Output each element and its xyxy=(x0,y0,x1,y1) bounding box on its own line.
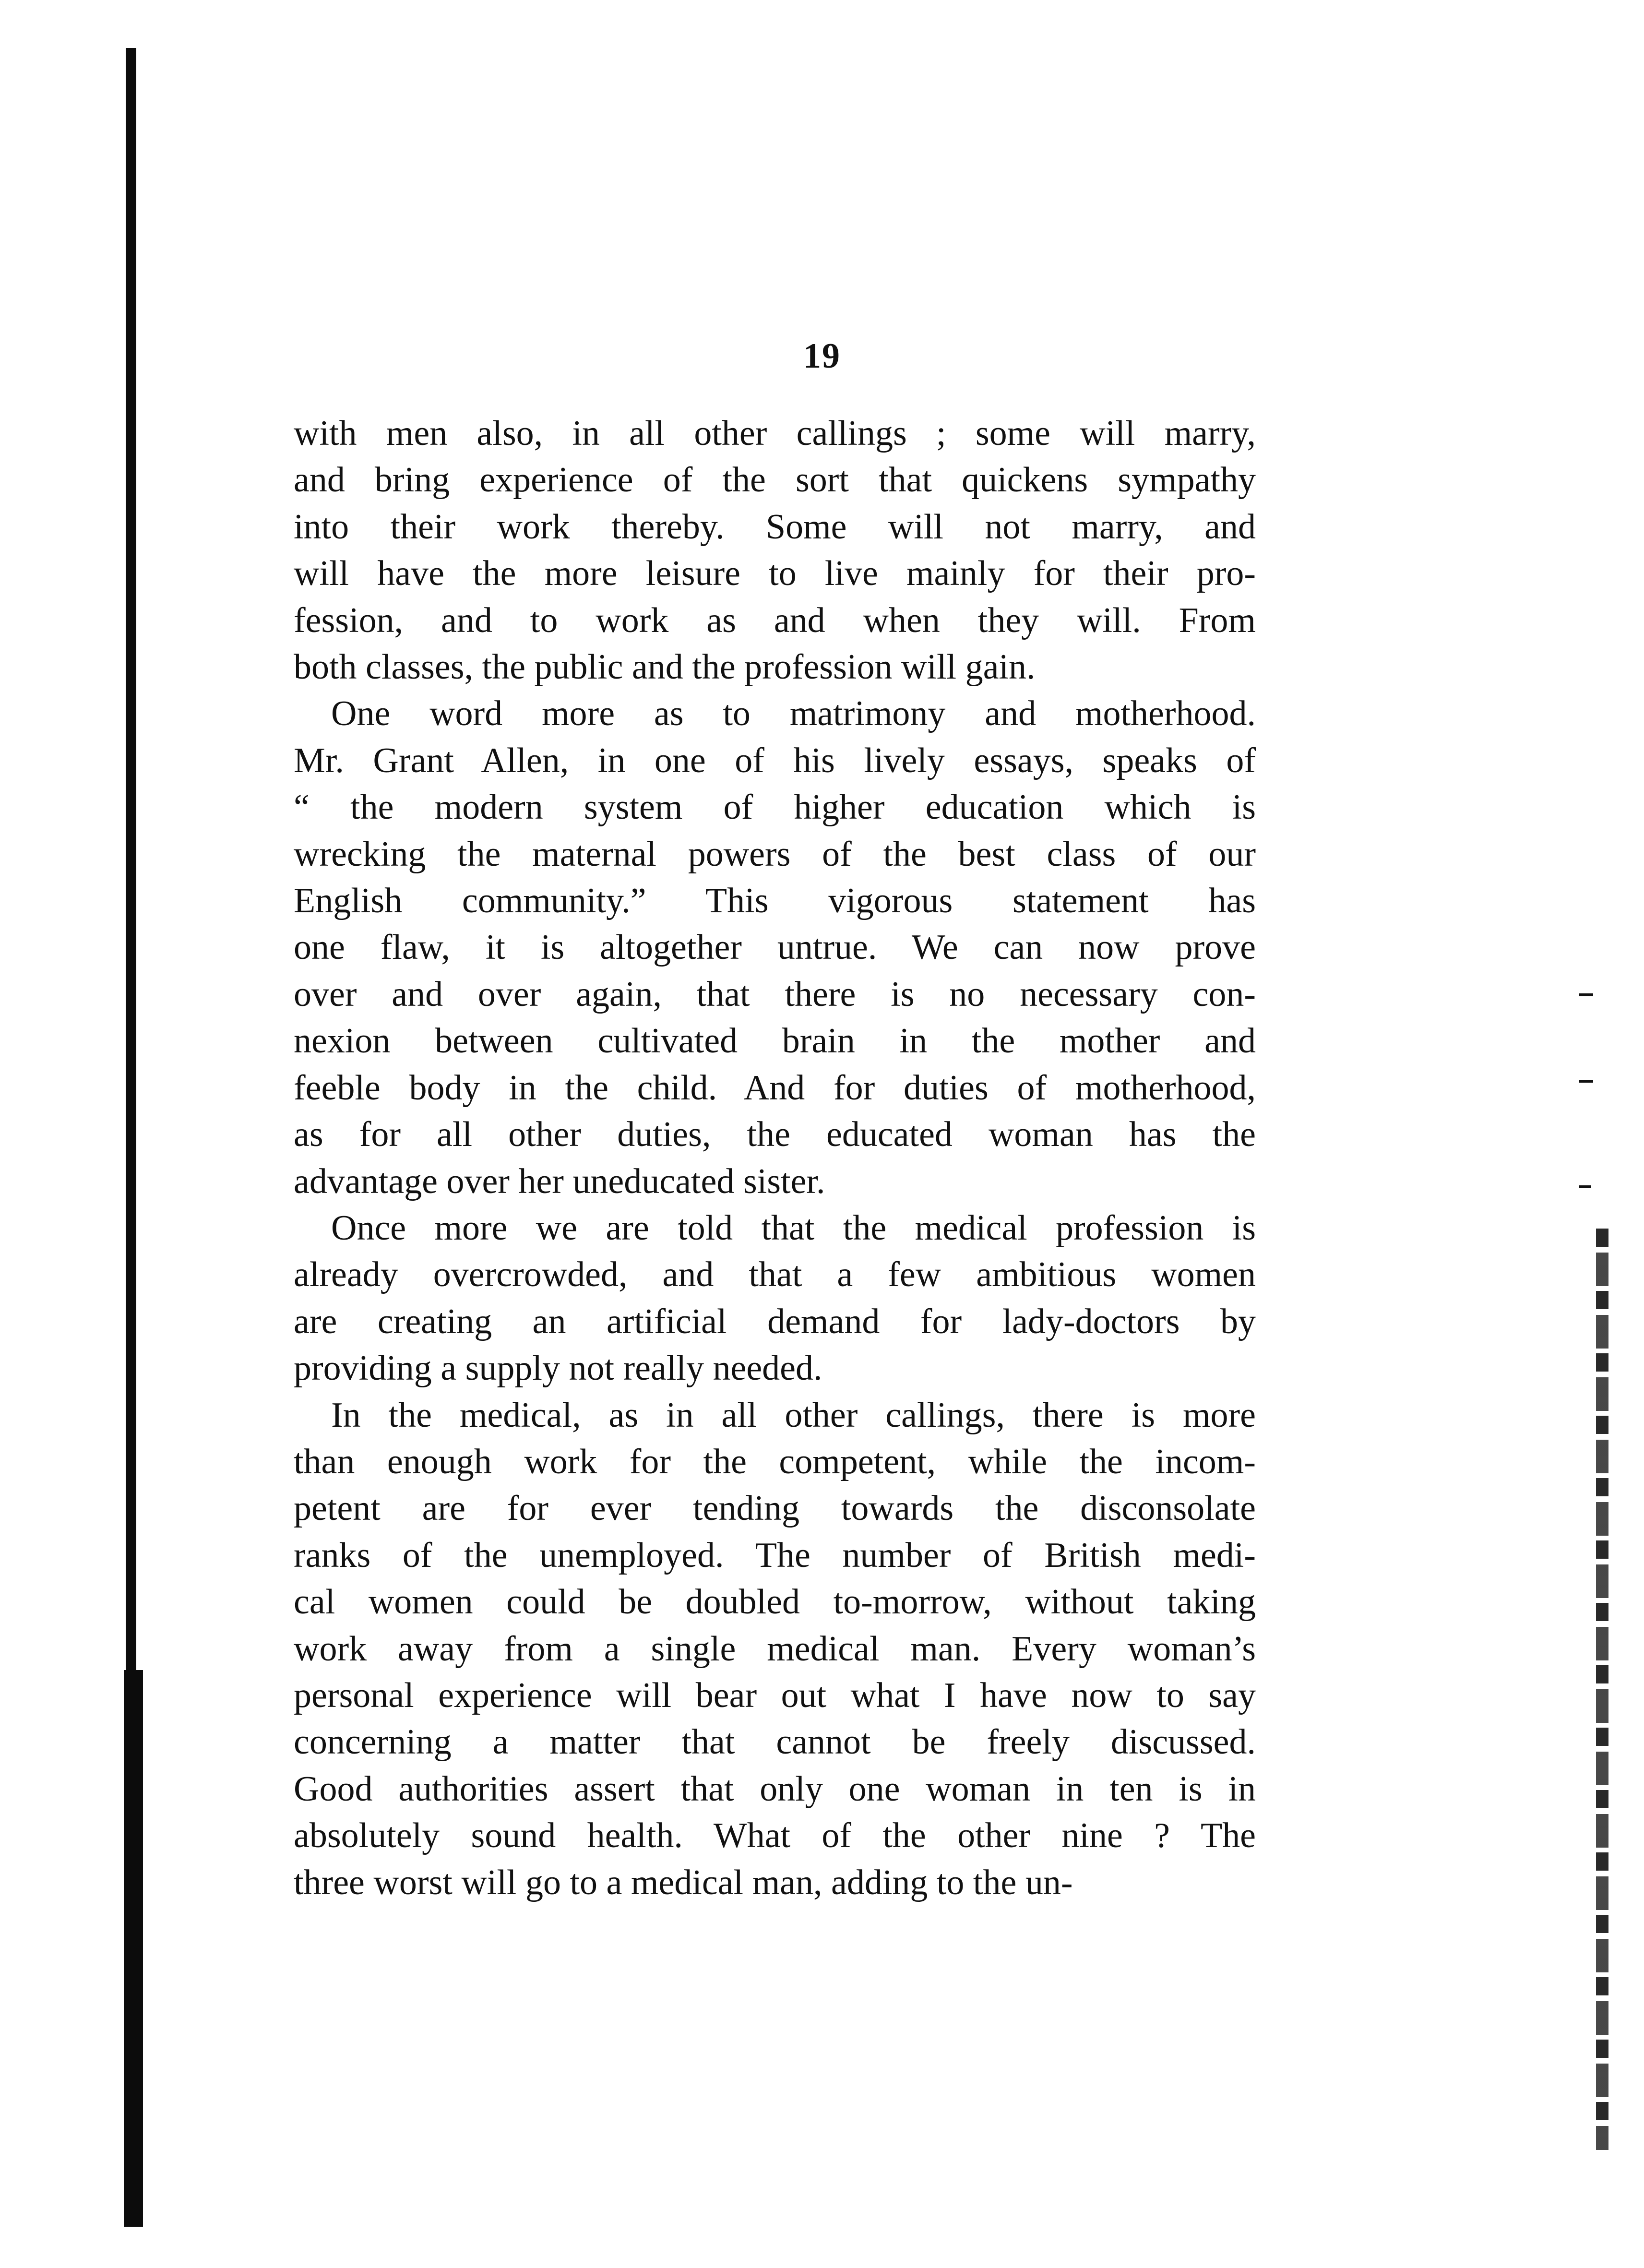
paragraph xyxy=(294,1205,1256,1392)
text-line: will have the more leisure to live mainly for their pro- xyxy=(294,554,1256,594)
text-line: concerning a matter that cannot be freely discussed. xyxy=(294,1722,1256,1762)
page-number: 19 xyxy=(803,336,841,376)
text-line: are creating an artificial demand for lady-doctors by xyxy=(294,1301,1256,1341)
scan-mark xyxy=(1579,1080,1593,1083)
text-line: over and over again, that there is no necessary con- xyxy=(294,974,1256,1014)
text-line: already overcrowded, and that a few ambitious women xyxy=(294,1255,1256,1295)
paragraph xyxy=(294,410,1256,691)
text-line: personal experience will bear out what I have now to say xyxy=(294,1675,1256,1715)
text-line: wrecking the maternal powers of the best class of our xyxy=(294,834,1256,874)
text-line: and bring experience of the sort that quickens sympathy xyxy=(294,460,1256,500)
scan-mark xyxy=(1579,993,1593,996)
text-line: Good authorities assert that only one woman in ten is in xyxy=(294,1769,1256,1809)
text-line: feeble body in the child. And for duties of motherhood, xyxy=(294,1068,1256,1108)
text-line: petent are for ever tending towards the disconsolate xyxy=(294,1489,1256,1528)
text-line: One word more as to matrimony and motherhood. xyxy=(331,694,1256,734)
text-line: English community.” This vigorous statement has xyxy=(294,881,1256,921)
text-line: advantage over her uneducated sister. xyxy=(294,1161,825,1201)
text-line: fession, and to work as and when they will. From xyxy=(294,600,1256,640)
text-line: one flaw, it is altogether untrue. We can now prove xyxy=(294,928,1256,967)
text-line: Once more we are told that the medical profession is xyxy=(331,1208,1256,1248)
text-line: than enough work for the competent, while the incom- xyxy=(294,1442,1256,1481)
text-line: Mr. Grant Allen, in one of his lively essays, speaks of xyxy=(294,740,1256,780)
paragraph xyxy=(294,1392,1256,1906)
text-line: In the medical, as in all other callings, there is more xyxy=(331,1395,1256,1435)
text-line: work away from a single medical man. Every woman’s xyxy=(294,1629,1256,1669)
text-line: three worst will go to a medical man, adding to the un- xyxy=(294,1862,1073,1902)
text-line: both classes, the public and the profession will gain. xyxy=(294,647,1036,687)
binding-edge-lower xyxy=(124,1670,143,2227)
text-line: cal women could be doubled to-morrow, without taking xyxy=(294,1582,1256,1622)
paragraph xyxy=(294,691,1256,1205)
text-line: absolutely sound health. What of the other nine ? The xyxy=(294,1816,1256,1856)
text-line: into their work thereby. Some will not marry, and xyxy=(294,507,1256,547)
body-text xyxy=(294,410,1256,1906)
text-line: providing a supply not really needed. xyxy=(294,1349,822,1388)
text-line: with men also, in all other callings ; some will marry, xyxy=(294,414,1256,453)
text-line: as for all other duties, the educated woman has the xyxy=(294,1115,1256,1155)
text-line: nexion between cultivated brain in the mother and xyxy=(294,1021,1256,1061)
text-line: “ the modern system of higher education which is xyxy=(294,788,1256,827)
scan-artifact-strip xyxy=(1596,1229,1608,2150)
text-line: ranks of the unemployed. The number of British medi- xyxy=(294,1535,1256,1575)
scan-mark xyxy=(1579,1185,1591,1188)
